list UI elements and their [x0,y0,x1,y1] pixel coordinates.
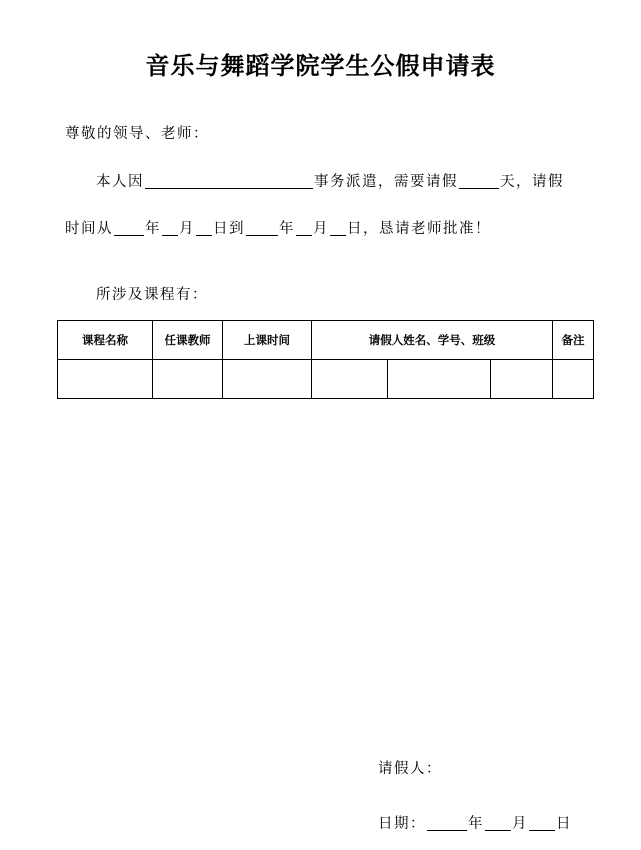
header-teacher: 任课教师 [153,321,223,360]
reason-middle: 事务派遣，需要请假 [314,174,458,190]
cell-student-id[interactable] [388,360,491,399]
reason-line [96,170,564,191]
start-day-blank[interactable] [196,220,212,236]
start-year-label: 年 [145,221,161,237]
cell-remarks[interactable] [553,360,594,399]
applicant-signature [378,757,442,778]
date-line [378,812,572,833]
table-header-row [58,321,594,360]
end-year-blank[interactable] [246,220,278,236]
cell-applicant-name[interactable] [312,360,388,399]
period-line [65,217,491,238]
reason-prefix: 本人因 [96,174,144,190]
header-remarks: 备注 [553,321,594,360]
end-month-label: 月 [313,221,329,237]
end-year-label: 年 [279,221,295,237]
courses-table [57,320,594,399]
start-year-blank[interactable] [114,220,144,236]
end-month-blank[interactable] [296,220,312,236]
date-label: 日期： [378,816,426,832]
start-day-label: 日到 [213,221,245,237]
reason-suffix: 天，请假 [500,174,564,190]
cell-course-name[interactable] [58,360,153,399]
sign-day-label: 日 [556,816,572,832]
courses-intro: 所涉及课程有： [96,287,208,303]
header-applicant-info: 请假人姓名、学号、班级 [312,321,553,360]
sign-day-blank[interactable] [529,815,555,831]
page-title: 音乐与舞蹈学院学生公假申请表 [145,51,496,80]
sign-month-label: 月 [512,816,528,832]
reason-blank[interactable] [145,173,313,189]
table-row [58,360,594,399]
applicant-label: 请假人： [378,761,442,777]
sign-year-blank[interactable] [427,815,467,831]
salutation: 尊敬的领导、老师： [65,126,209,142]
cell-teacher[interactable] [153,360,223,399]
header-class-time: 上课时间 [223,321,312,360]
days-blank[interactable] [459,173,499,189]
cell-class-time[interactable] [223,360,312,399]
sign-year-label: 年 [468,816,484,832]
period-prefix: 时间从 [65,221,113,237]
start-month-blank[interactable] [162,220,178,236]
sign-month-blank[interactable] [485,815,511,831]
start-month-label: 月 [179,221,195,237]
end-day-label: 日，恳请老师批准！ [347,221,491,237]
end-day-blank[interactable] [330,220,346,236]
header-course-name: 课程名称 [58,321,153,360]
cell-class[interactable] [491,360,553,399]
